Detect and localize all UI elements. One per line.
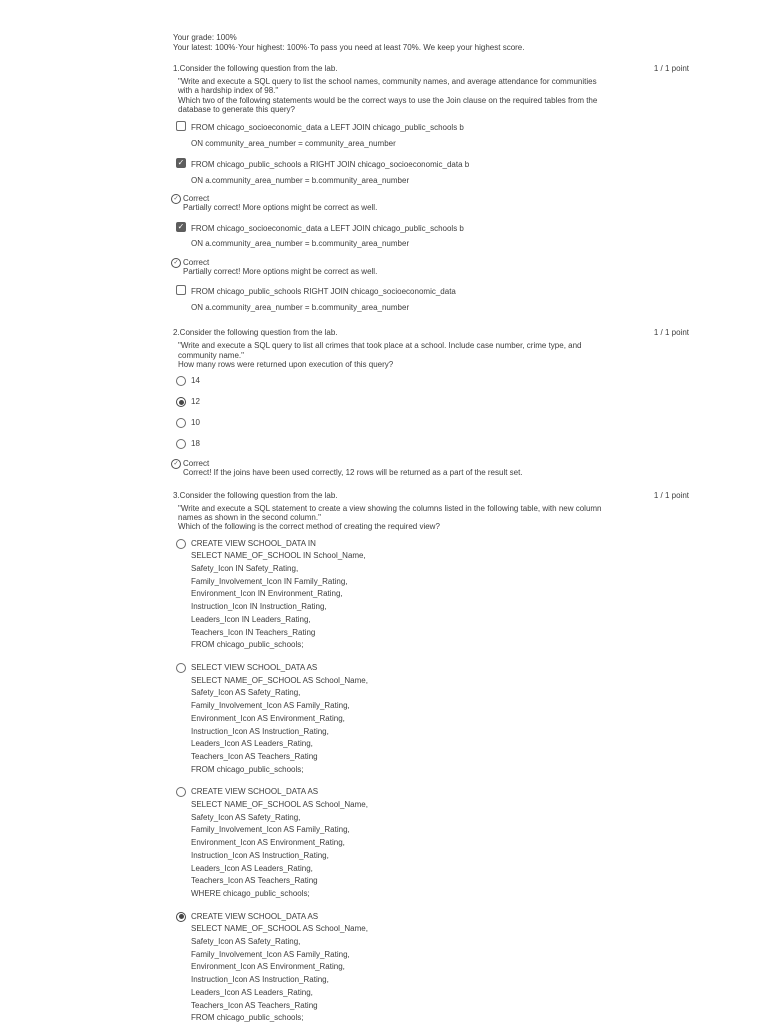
feedback-body	[183, 459, 523, 478]
answer-option-line: SELECT NAME_OF_SCHOOL AS School_Name,	[191, 675, 368, 685]
answer-option	[176, 396, 688, 407]
question-points: 1 / 1 point	[653, 328, 689, 338]
question-section	[173, 491, 688, 1024]
answer-option-line: FROM chicago_public_schools RIGHT JOIN chicago_socioeconomic_data	[191, 287, 456, 297]
question-title: 2.Consider the following question from the lab.	[173, 328, 338, 338]
answer-option-line: Teachers_Icon IN Teachers_Rating	[191, 627, 316, 637]
answer-option-line: FROM chicago_public_schools a RIGHT JOIN chicago_socioeconomic_data b	[191, 160, 470, 170]
grade-summary	[173, 33, 688, 52]
answer-control-cell	[176, 284, 188, 295]
answer-control-cell	[176, 538, 188, 549]
answer-option	[176, 538, 688, 652]
feedback-body	[183, 258, 377, 277]
question-body-line: database to generate this query?	[178, 105, 295, 115]
answer-option	[176, 911, 688, 1024]
answer-control-cell	[176, 375, 188, 386]
answer-control-cell	[176, 662, 188, 673]
answer-control-cell	[176, 786, 188, 797]
latest-highest-line: Your latest: 100%·Your highest: 100%·To pass you need at least 70%. We keep your highest score.	[173, 42, 525, 52]
check-circle-icon: ✓	[171, 459, 181, 469]
question-body-line: Which of the following is the correct method of creating the required view?	[178, 522, 440, 532]
answer-control-cell	[176, 417, 188, 428]
answer-option-line: 10	[191, 418, 200, 428]
answer-option-line: ON a.community_area_number = b.community_area_number	[191, 239, 410, 249]
answer-option-text	[191, 662, 368, 776]
question-list	[173, 64, 688, 1024]
answer-option-line: Environment_Icon AS Environment_Rating,	[191, 713, 345, 723]
question-points: 1 / 1 point	[653, 64, 689, 74]
feedback-text: Partially correct! More options might be correct as well.	[183, 203, 378, 213]
answer-option-line: SELECT NAME_OF_SCHOOL IN School_Name,	[191, 551, 366, 561]
answer-option	[176, 375, 688, 386]
answer-option-line: Teachers_Icon AS Teachers_Rating	[191, 751, 318, 761]
answer-option-line: CREATE VIEW SCHOOL_DATA AS	[191, 911, 319, 921]
answer-control-cell	[176, 120, 188, 131]
question-body-line: "Write and execute a SQL query to list the school names, community names, and average attendance for communities	[178, 77, 597, 87]
answer-option-line: CREATE VIEW SCHOOL_DATA IN	[191, 538, 316, 548]
answer-option	[176, 786, 688, 900]
question-body	[178, 77, 688, 114]
answer-option-line: 14	[191, 376, 200, 386]
answer-option-line: Instruction_Icon AS Instruction_Rating,	[191, 975, 329, 985]
answer-option-line: FROM chicago_public_schools;	[191, 1013, 304, 1023]
answer-option-line: Safety_Icon AS Safety_Rating,	[191, 937, 301, 947]
checkbox-checked-icon[interactable]: ✓	[177, 158, 185, 168]
question-header	[173, 64, 689, 73]
answer-option-line: Instruction_Icon IN Instruction_Rating,	[191, 602, 327, 612]
answer-option-text	[191, 120, 464, 151]
answer-option-line: Leaders_Icon AS Leaders_Rating,	[191, 987, 313, 997]
answer-option-text	[191, 284, 456, 315]
radio-unselected-icon[interactable]	[176, 376, 186, 386]
feedback-title: Correct	[183, 459, 210, 469]
answer-items	[173, 375, 688, 478]
answer-option-text	[191, 786, 368, 900]
answer-option-line: WHERE chicago_public_schools;	[191, 888, 310, 898]
question-body-line: "Write and execute a SQL query to list all crimes that took place at a school. Include case number, crime type, and	[178, 341, 582, 351]
check-circle-icon: ✓	[171, 194, 181, 204]
answer-option-line: Safety_Icon AS Safety_Rating,	[191, 688, 301, 698]
answer-option-text	[191, 911, 368, 1024]
question-body-line: Which two of the following statements would be the correct ways to use the Join clause on the required tables from the	[178, 95, 598, 105]
feedback-block	[171, 258, 688, 277]
answer-option-line: FROM chicago_public_schools;	[191, 640, 304, 650]
question-body-line: with a hardship index of 98."	[178, 86, 279, 96]
radio-unselected-icon[interactable]	[176, 663, 186, 673]
answer-option-line: 18	[191, 439, 200, 449]
question-body-line: names as shown in the second column."	[178, 513, 321, 523]
question-title: 1.Consider the following question from the lab.	[173, 64, 338, 74]
radio-unselected-icon[interactable]	[176, 539, 186, 549]
answer-option-line: Leaders_Icon AS Leaders_Rating,	[191, 863, 313, 873]
answer-option-line: Leaders_Icon AS Leaders_Rating,	[191, 739, 313, 749]
feedback-title: Correct	[183, 194, 210, 204]
answer-option-text	[191, 375, 200, 386]
answer-option-text	[191, 157, 469, 188]
answer-option-line: ON a.community_area_number = b.community_area_number	[191, 302, 410, 312]
answer-control-cell	[176, 221, 188, 232]
answer-option-line: ON community_area_number = community_area_number	[191, 138, 396, 148]
question-body-line: How many rows were returned upon execution of this query?	[178, 359, 394, 369]
answer-option-line: Environment_Icon IN Environment_Rating,	[191, 589, 343, 599]
question-header	[173, 491, 689, 500]
answer-control-cell	[176, 157, 188, 168]
radio-unselected-icon[interactable]	[176, 787, 186, 797]
answer-option-line: Teachers_Icon AS Teachers_Rating	[191, 1000, 318, 1010]
answer-option-line: 12	[191, 397, 200, 407]
question-section	[173, 64, 688, 315]
answer-option-line: Safety_Icon IN Safety_Rating,	[191, 564, 299, 574]
answer-option-line: Environment_Icon AS Environment_Rating,	[191, 962, 345, 972]
feedback-text: Correct! If the joins have been used correctly, 12 rows will be returned as a part of the result set.	[183, 468, 523, 478]
answer-option-line: SELECT VIEW SCHOOL_DATA AS	[191, 662, 318, 672]
question-body	[178, 341, 688, 369]
question-title: 3.Consider the following question from the lab.	[173, 490, 338, 500]
answer-items	[173, 120, 688, 315]
check-circle-icon: ✓	[171, 258, 181, 268]
answer-option-text	[191, 396, 200, 407]
answer-option-line: Instruction_Icon AS Instruction_Rating,	[191, 850, 329, 860]
question-section	[173, 328, 688, 477]
feedback-block	[171, 459, 688, 478]
radio-selected-icon[interactable]	[176, 912, 186, 922]
answer-option-line: Teachers_Icon AS Teachers_Rating	[191, 876, 318, 886]
answer-option-text	[191, 538, 366, 652]
answer-option	[176, 157, 688, 188]
question-body-line: community name."	[178, 350, 244, 360]
answer-control-cell	[176, 438, 188, 449]
grade-line: Your grade: 100%	[173, 33, 237, 42]
answer-option-line: FROM chicago_socioeconomic_data a LEFT JOIN chicago_public_schools b	[191, 223, 464, 233]
checkbox-checked-icon[interactable]: ✓	[177, 221, 185, 231]
answer-control-cell	[176, 396, 188, 407]
answer-option-line: Safety_Icon AS Safety_Rating,	[191, 812, 301, 822]
feedback-block	[171, 194, 688, 213]
answer-option	[176, 417, 688, 428]
radio-selected-icon[interactable]	[176, 397, 186, 407]
answer-option-line: SELECT NAME_OF_SCHOOL AS School_Name,	[191, 924, 368, 934]
answer-option-text	[191, 221, 464, 252]
answer-option-line: Family_Involvement_Icon AS Family_Rating,	[191, 825, 350, 835]
answer-option-line: CREATE VIEW SCHOOL_DATA AS	[191, 787, 319, 797]
feedback-title: Correct	[183, 257, 210, 267]
answer-option-line: Environment_Icon AS Environment_Rating,	[191, 838, 345, 848]
answer-items	[173, 538, 688, 1024]
radio-unselected-icon[interactable]	[176, 439, 186, 449]
answer-control-cell	[176, 911, 188, 922]
checkbox-unchecked-icon[interactable]	[176, 285, 186, 295]
answer-option-line: ON a.community_area_number = b.community_area_number	[191, 175, 410, 185]
question-body	[178, 504, 688, 532]
answer-option	[176, 221, 688, 252]
answer-option-line: Family_Involvement_Icon IN Family_Rating,	[191, 576, 348, 586]
question-header	[173, 328, 689, 337]
question-points: 1 / 1 point	[653, 490, 689, 500]
answer-option-line: Family_Involvement_Icon AS Family_Rating,	[191, 949, 350, 959]
feedback-text: Partially correct! More options might be correct as well.	[183, 266, 378, 276]
radio-unselected-icon[interactable]	[176, 418, 186, 428]
answer-option-line: Leaders_Icon IN Leaders_Rating,	[191, 614, 311, 624]
answer-option-text	[191, 438, 200, 449]
answer-option	[176, 662, 688, 776]
feedback-body	[183, 194, 377, 213]
answer-option	[176, 438, 688, 449]
answer-option	[176, 120, 688, 151]
answer-option	[176, 284, 688, 315]
answer-option-text	[191, 417, 200, 428]
answer-option-line: FROM chicago_socioeconomic_data a LEFT JOIN chicago_public_schools b	[191, 123, 464, 133]
answer-option-line: Family_Involvement_Icon AS Family_Rating,	[191, 701, 350, 711]
answer-option-line: Instruction_Icon AS Instruction_Rating,	[191, 726, 329, 736]
answer-option-line: FROM chicago_public_schools;	[191, 764, 304, 774]
checkbox-unchecked-icon[interactable]	[176, 121, 186, 131]
question-body-line: "Write and execute a SQL statement to create a view showing the columns listed in the following table, with new column	[178, 503, 602, 513]
answer-option-line: SELECT NAME_OF_SCHOOL AS School_Name,	[191, 800, 368, 810]
